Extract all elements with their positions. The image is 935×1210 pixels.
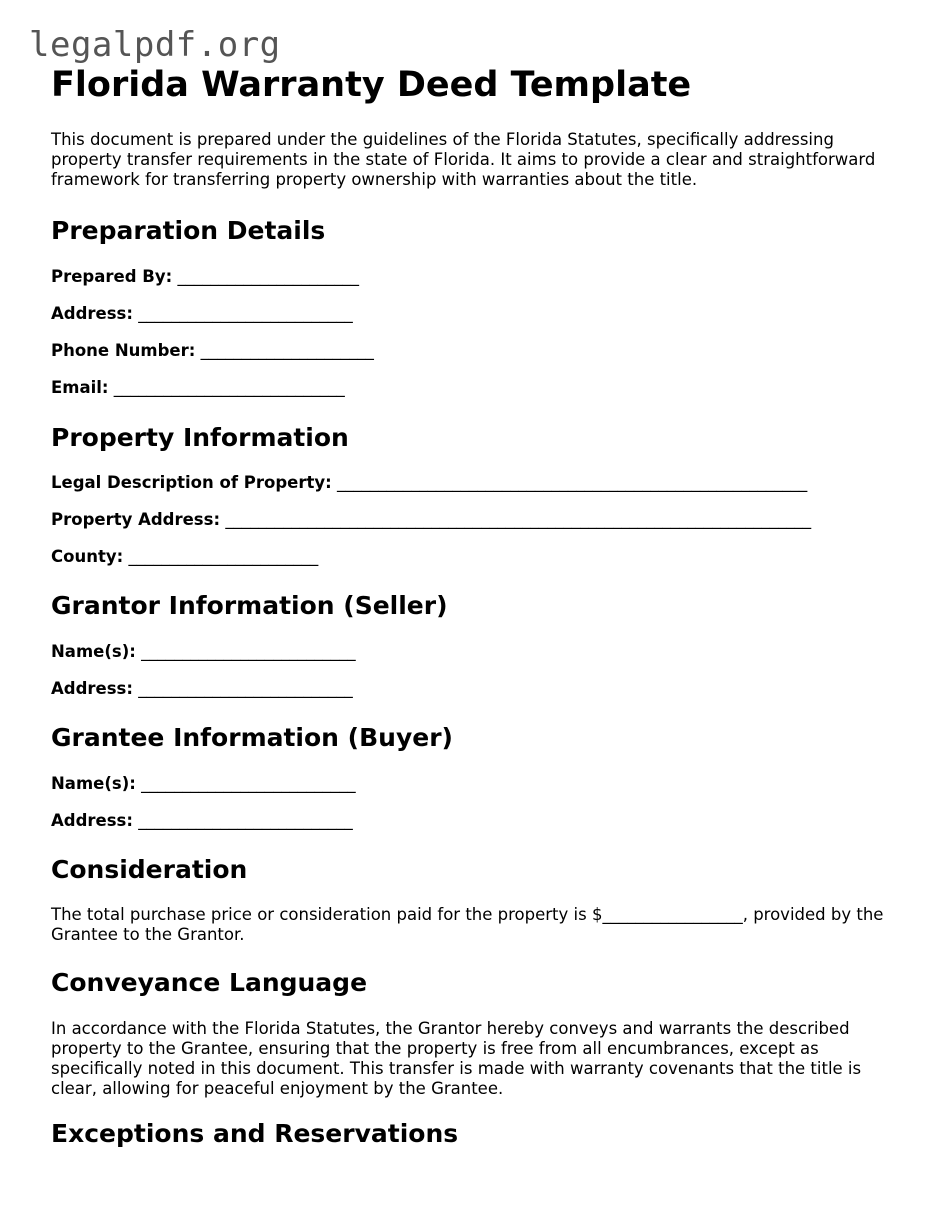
watermark-logo: legalpdf.org xyxy=(29,25,281,65)
field-label: Legal Description of Property: xyxy=(51,473,332,492)
field-grantor-names[interactable] xyxy=(51,642,891,662)
field-property-address[interactable] xyxy=(51,510,891,530)
conveyance-paragraph: In accordance with the Florida Statutes, the Grantor hereby conveys and warrants the described property to the Grantee, ensuring that the property is free from all encumbrances, except as specifically noted in this document. This transfer is made with warranty covenants that the title is clear, allowing for peaceful enjoyment by the Grantee. xyxy=(51,1019,862,1098)
field-label: County: xyxy=(51,547,124,566)
document-page xyxy=(51,64,891,1149)
field-label: Address: xyxy=(51,304,133,323)
field-blank[interactable]: _______________________ xyxy=(128,547,319,566)
field-grantee-names[interactable] xyxy=(51,774,891,794)
section-heading-preparation: Preparation Details xyxy=(51,216,326,245)
section-heading-exceptions: Exceptions and Reservations xyxy=(51,1119,459,1148)
field-label: Name(s): xyxy=(51,774,136,793)
field-email[interactable] xyxy=(51,378,891,398)
field-blank[interactable]: _________________________________________________________ xyxy=(336,473,808,492)
field-legal-description[interactable] xyxy=(51,473,891,493)
consideration-price-blank[interactable]: _________________ xyxy=(602,905,743,924)
field-blank[interactable]: __________________________ xyxy=(138,304,353,323)
field-label: Email: xyxy=(51,378,109,397)
intro-paragraph: This document is prepared under the guidelines of the Florida Statutes, specifically addressing property transfer requirements in the state of Florida. It aims to provide a clear and straightforward framework for transferring property ownership with warranties about the title. xyxy=(51,130,876,189)
field-blank[interactable]: __________________________ xyxy=(138,679,353,698)
section-heading-grantee: Grantee Information (Buyer) xyxy=(51,723,453,752)
section-heading-conveyance: Conveyance Language xyxy=(51,968,368,997)
field-county[interactable] xyxy=(51,547,891,567)
field-grantee-address[interactable] xyxy=(51,811,891,831)
section-heading-grantor: Grantor Information (Seller) xyxy=(51,591,448,620)
field-blank[interactable]: ____________________________ xyxy=(113,378,345,397)
field-label: Name(s): xyxy=(51,642,136,661)
consideration-paragraph xyxy=(51,905,891,945)
consideration-text-before: The total purchase price or consideration paid for the property is $ xyxy=(51,905,603,924)
field-blank[interactable]: __________________________ xyxy=(138,811,353,830)
field-label: Prepared By: xyxy=(51,267,173,286)
consideration-text-after: , provided by the Grantee to the Grantor. xyxy=(51,905,884,944)
field-blank[interactable]: _____________________ xyxy=(200,341,374,360)
field-blank[interactable]: __________________________ xyxy=(141,642,356,661)
field-label: Address: xyxy=(51,679,133,698)
page-title: Florida Warranty Deed Template xyxy=(51,65,692,105)
field-label: Property Address: xyxy=(51,510,221,529)
field-grantor-address[interactable] xyxy=(51,679,891,699)
field-label: Phone Number: xyxy=(51,341,196,360)
field-blank[interactable]: _______________________________________________________________________ xyxy=(225,510,812,529)
field-blank[interactable]: __________________________ xyxy=(141,774,356,793)
field-blank[interactable]: ______________________ xyxy=(177,267,359,286)
field-phone-number[interactable] xyxy=(51,341,891,361)
field-label: Address: xyxy=(51,811,133,830)
field-preparer-address[interactable] xyxy=(51,304,891,324)
section-heading-property: Property Information xyxy=(51,423,349,452)
section-heading-consideration: Consideration xyxy=(51,855,248,884)
field-prepared-by[interactable] xyxy=(51,267,891,287)
